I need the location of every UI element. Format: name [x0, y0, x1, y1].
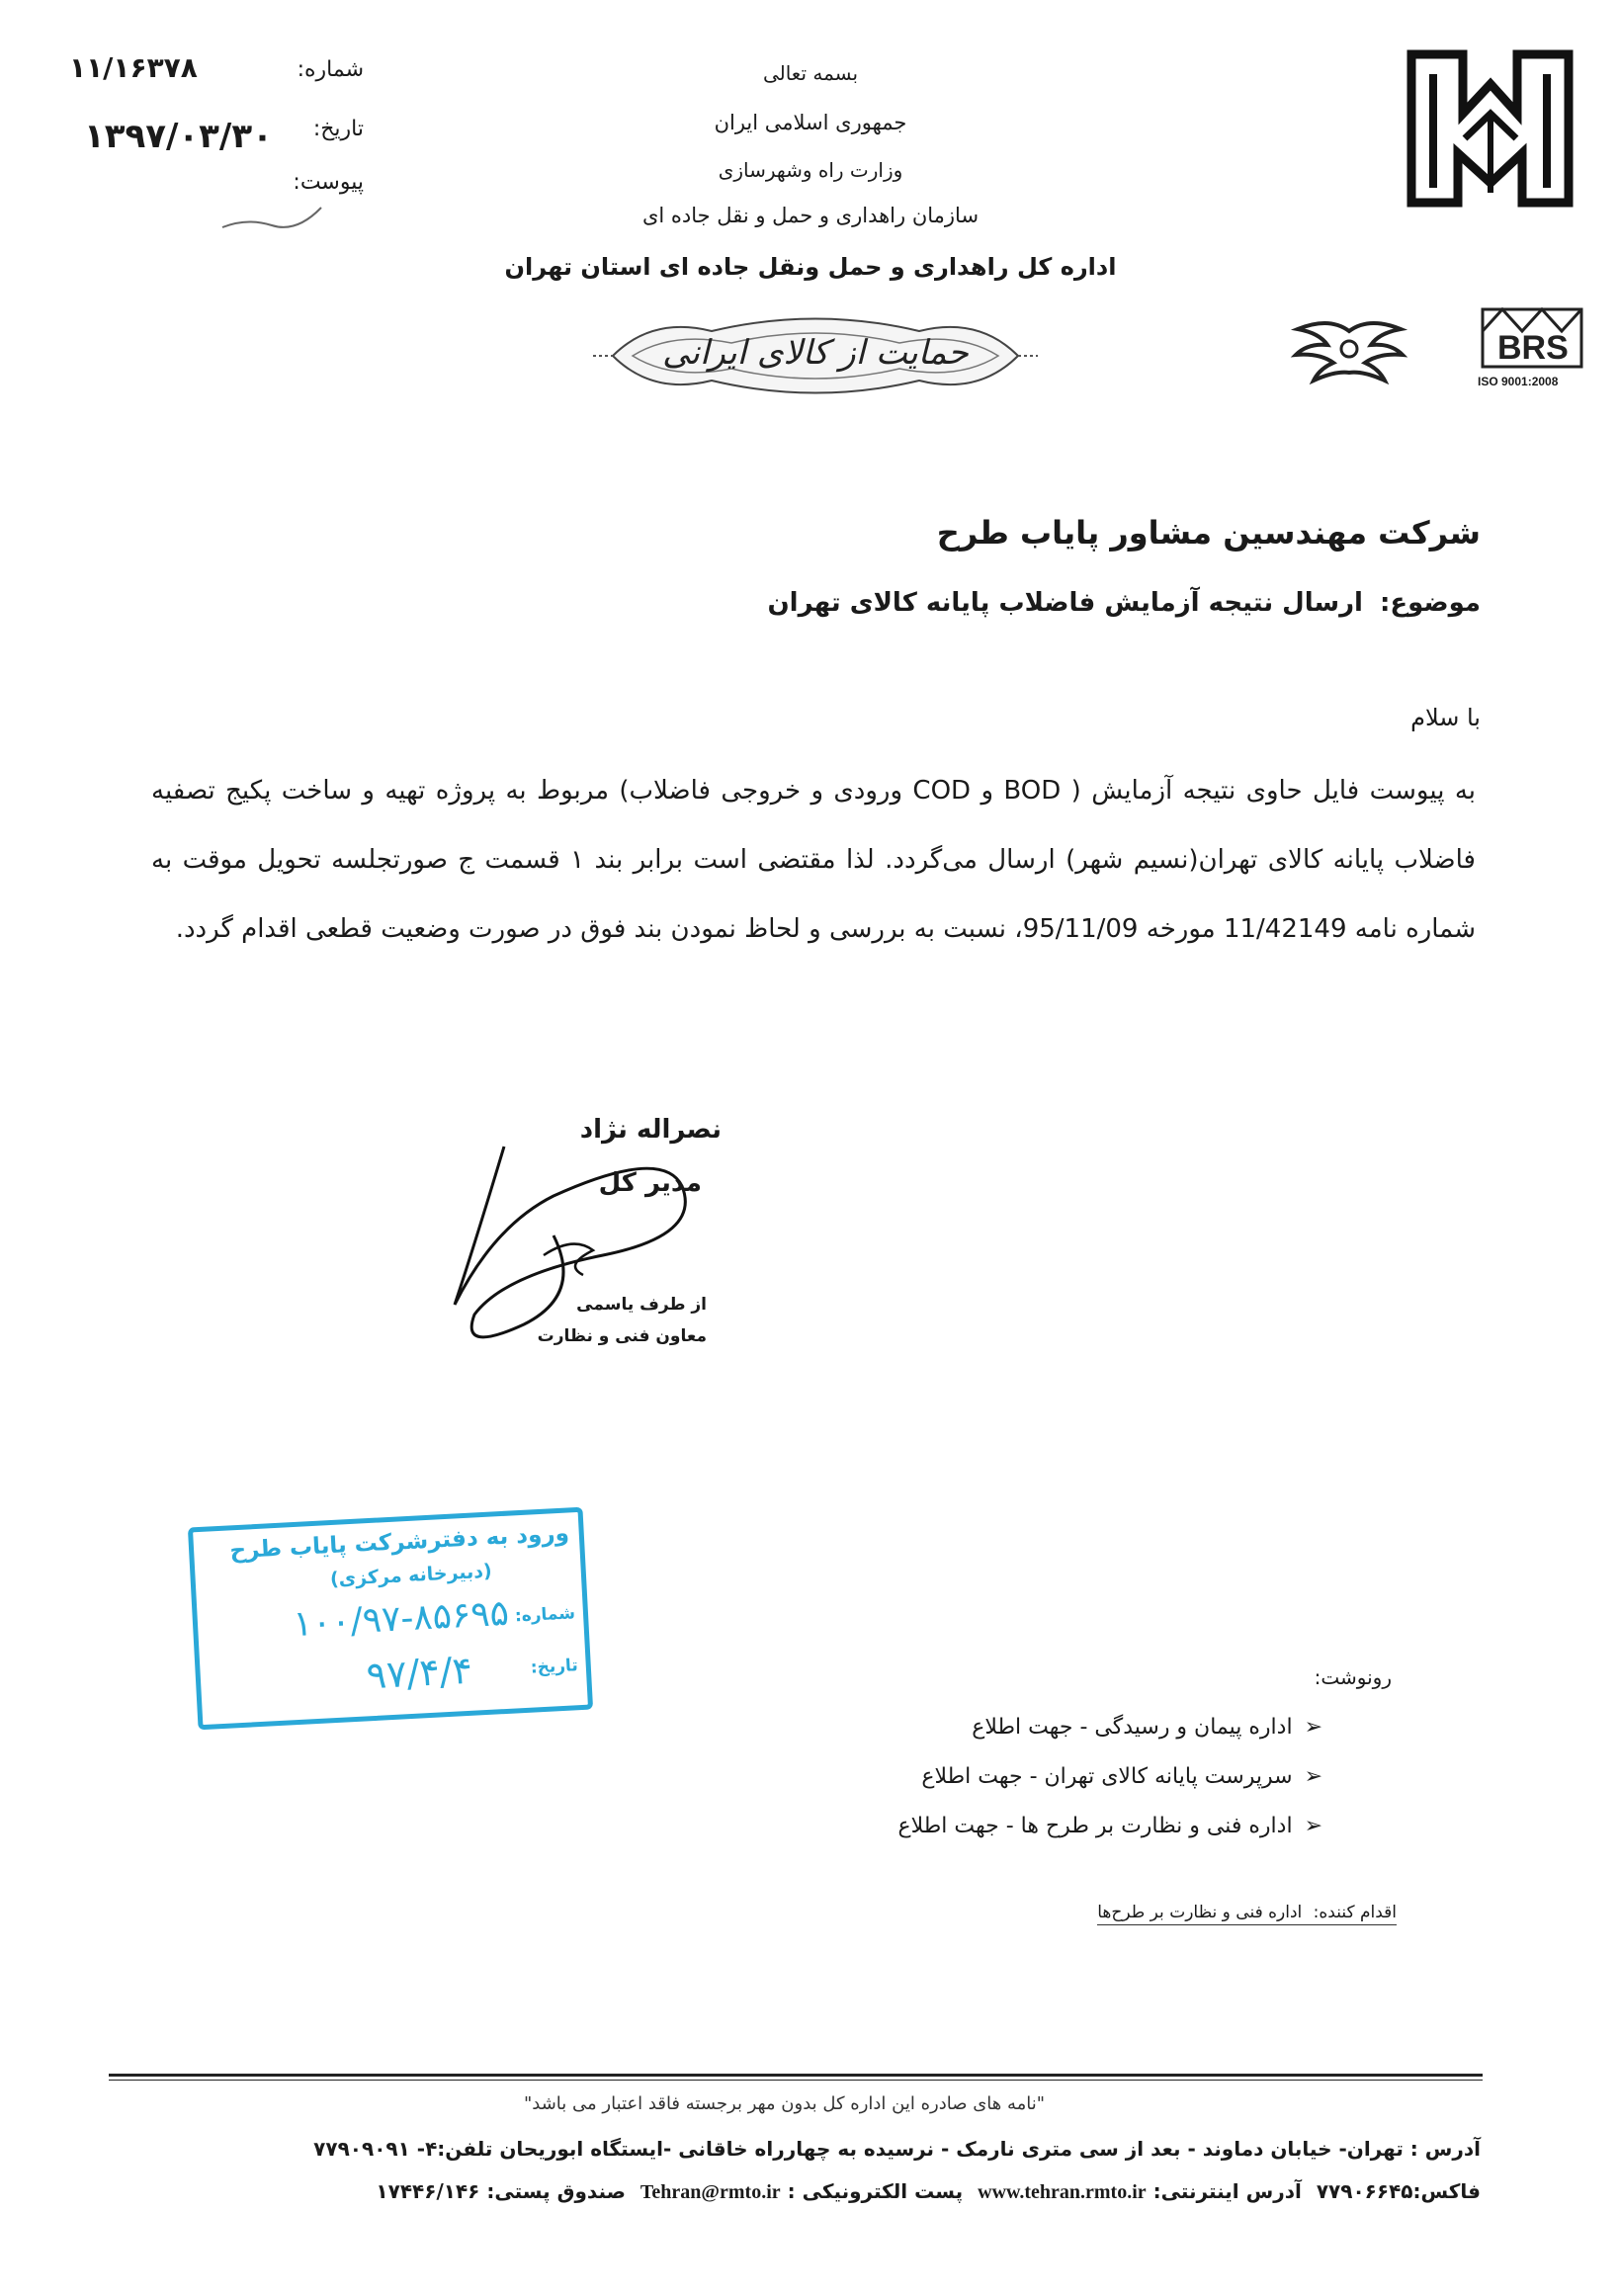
footer-email-label: پست الکترونیکی :: [787, 2179, 964, 2203]
signer-name: نصراله نژاد: [579, 1115, 722, 1145]
iso-brand: BRS: [1497, 329, 1569, 367]
body-paragraph: به پیوست فایل حاوی نتیجه آزمایش ( BOD و COD ورودی و خروجی فاضلاب) مربوط به پروژه تهیه و ساخت پکیج تصفیه فاضلاب پایانه کالای تهران(نسیم شهر) ارسال می‌گردد. لذا مقتضی است برابر بند ۱ قسمت ج صورتجلسه تحویل موقت به شماره نامه 11/42149 مورخه 95/11/09، نسبت به بررسی و لحاظ نمودن بند فوق در صورت وضعیت قطعی اقدام گردد.: [151, 776, 1477, 944]
subject-label: موضوع:: [1380, 588, 1481, 618]
header-organization: سازمان راهداری و حمل و نقل جاده ای: [641, 204, 980, 227]
greeting: با سلام: [1410, 704, 1481, 731]
action-by: [1097, 1903, 1397, 1925]
recipient: شرکت مهندسین مشاور پایاب طرح: [936, 514, 1481, 552]
check-arrow-icon: ➢: [1304, 1814, 1322, 1838]
date-value: ۱۳۹۷/۰۳/۳۰: [84, 117, 273, 156]
handwritten-signature-icon: [435, 1107, 731, 1364]
received-stamp: [188, 1507, 593, 1731]
footer-pobox: صندوق پستی: ۱۷۴۴۶/۱۴۶: [376, 2179, 626, 2203]
cc-item: ➢اداره فنی و نظارت بر طرح ها - جهت اطلاع: [897, 1814, 1322, 1838]
header-country: جمهوری اسلامی ایران: [714, 111, 907, 134]
wings-emblem-icon: [1290, 311, 1408, 390]
header-ministry: وزارت راه وشهرسازی: [718, 158, 903, 182]
iso-logo: [1478, 301, 1586, 400]
subject-line: [767, 588, 1481, 618]
iso-text: ISO 9001:2008: [1478, 375, 1559, 388]
cc-item: ➢سرپرست پایانه کالای تهران - جهت اطلاع: [921, 1764, 1322, 1789]
signature-block: [435, 1107, 731, 1364]
stamp-number-label: شماره:: [514, 1603, 576, 1627]
footer-web: www.tehran.rmto.ir: [978, 2181, 1147, 2203]
number-label: شماره:: [297, 57, 364, 82]
footer-note: "نامه های صادره این اداره کل بدون مهر برجسته فاقد اعتبار می باشد": [524, 2093, 1046, 2114]
footer-address: آدرس : تهران- خیابان دماوند - بعد از سی متری نارمک - نرسیده به چهارراه خاقانی -ایستگاه ابوریحان تلفن:۴- ۷۷۹۰۹۰۹۱: [313, 2137, 1481, 2161]
action-by-value: اداره فنی و نظارت بر طرح‌ها: [1097, 1903, 1303, 1922]
footer-divider: [109, 2080, 1483, 2081]
check-arrow-icon: ➢: [1304, 1764, 1322, 1789]
stamp-line1: ورود به دفترشرکت پایاب طرح: [228, 1520, 570, 1565]
scribble-mark-icon: [217, 198, 326, 237]
cc-item: ➢اداره پیمان و رسیدگی - جهت اطلاع: [972, 1715, 1322, 1740]
header-department: اداره کل راهداری و حمل ونقل جاده ای استان تهران: [504, 253, 1117, 281]
subject-text: ارسال نتیجه آزمایش فاضلاب پایانه کالای تهران: [767, 588, 1363, 618]
date-label: تاریخ:: [312, 117, 364, 141]
calligraphy-banner: [593, 301, 1038, 410]
header-invocation: بسمه تعالی: [762, 61, 859, 85]
deputy-title: معاون فنی و نظارت: [537, 1326, 707, 1346]
on-behalf-text: از طرف یاسمی: [576, 1295, 707, 1315]
attachment-label: پیوست:: [293, 170, 364, 195]
footer-web-label: آدرس اینترنتی:: [1152, 2179, 1302, 2203]
signer-title: مدیر کل: [598, 1168, 702, 1198]
stamp-date-value: ۹۷/۴/۴: [365, 1648, 473, 1698]
action-by-label: اقدام کننده:: [1313, 1903, 1397, 1922]
check-arrow-icon: ➢: [1304, 1715, 1322, 1740]
stamp-line2: (دبیرخانه مرکزی): [329, 1560, 493, 1591]
footer-email: Tehran@rmto.ir: [639, 2181, 781, 2203]
footer-fax: فاکس:۷۷۹۰۶۶۴۵: [1316, 2179, 1481, 2203]
number-value: ۱۱/۱۶۳۷۸: [69, 51, 198, 84]
calligraphy-text: حمایت از کالای ایرانی: [662, 333, 969, 373]
stamp-number-value: ۱۰۰/۹۷-۸۵۶۹۵: [292, 1592, 510, 1646]
road-maintenance-emblem-icon: [1404, 44, 1576, 213]
stamp-date-label: تاریخ:: [530, 1656, 579, 1678]
cc-label: رونوشت:: [1314, 1665, 1392, 1689]
footer-divider: [109, 2074, 1483, 2077]
footer-contact: [376, 2179, 1481, 2204]
